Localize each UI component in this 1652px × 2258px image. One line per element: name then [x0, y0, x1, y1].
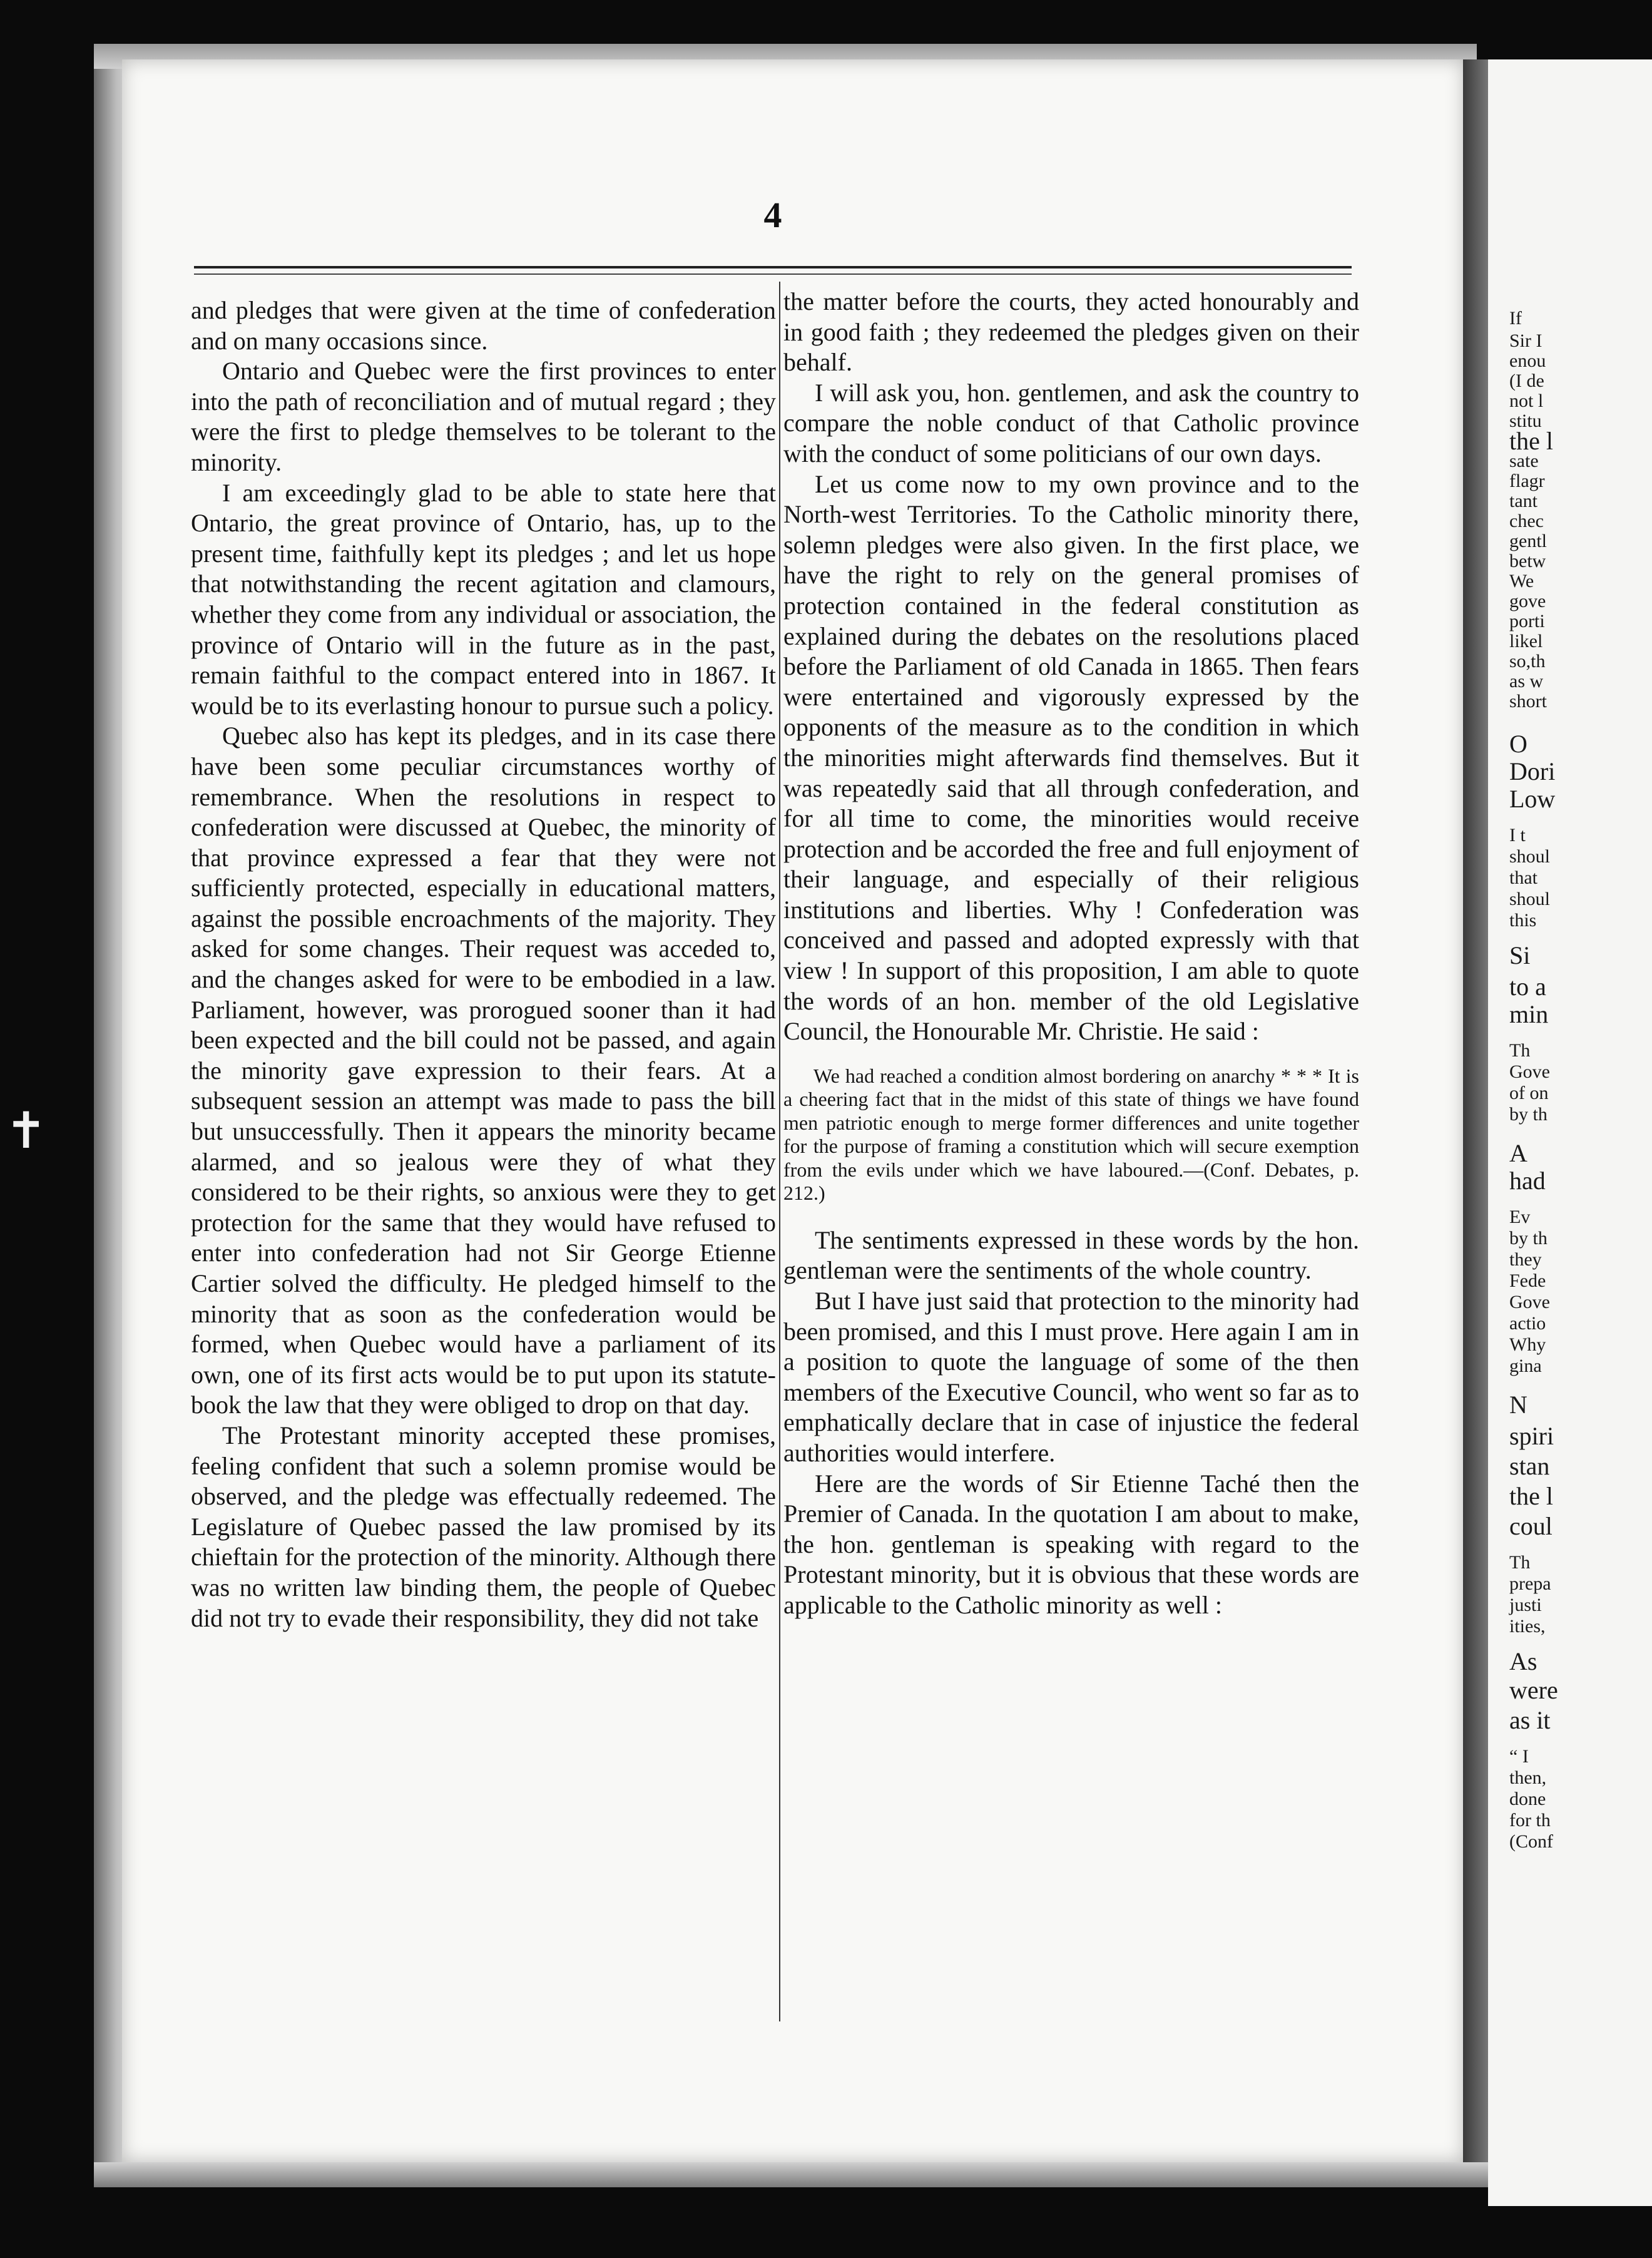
paragraph: I am exceedingly glad to be able to state here that Ontario, the great province of Ontario, has, up to the present time, faithfully kept its pledges ; and let us hope that notwithstanding the recent agitation and clamours, whether they come from any individual or association, the province of Ontario will in the future as in the past, remain faithful to the compact entered into in 1867. It would be to its everlasting honour to pursue such a policy. [191, 478, 776, 720]
adjacent-page-fragment: then, [1509, 1767, 1547, 1788]
paragraph: Here are the words of Sir Etienne Taché then the Premier of Canada. In the quotation I am about to make, the hon. gentleman is speaking with regard to the Protestant minority, but it is obvious that these words are applicable to the Catholic minority as well : [783, 1469, 1359, 1619]
paragraph: I will ask you, hon. gentlemen, and ask the country to compare the noble conduct of that Catholic province with the conduct of some politicians of our own days. [783, 378, 1359, 467]
adjacent-page-fragment: (Conf [1509, 1831, 1553, 1852]
adjacent-page-fragment: justi [1509, 1595, 1542, 1615]
adjacent-page-fragment: for th [1509, 1810, 1551, 1831]
header-rule [194, 266, 1352, 268]
adjacent-page-fragment: shoul [1509, 889, 1551, 909]
paragraph: Let us come now to my own province and to the North-west Territories. To the Catholic minority there, solemn pledges were also given. In the first place, we have the right to rely on the general promises of protection contained in the federal constitution as explained during the debates on the resolutions placed before the Parliament of old Canada in 1865. Then fears were entertained and vigorously expressed by the opponents of the measure as to the condition in which the minorities might afterwards find themselves. But it was repeatedly said that all through confederation, and for all time to come, the minorities would receive protection and be accorded the free and full enjoyment of their language, and especially of their religious institutions and liberties. Why ! Confederation was conceived and passed and adopted expressly with that view ! In support of this proposition, I am able to quote the words of an hon. member of the old Legislative Council, the Honourable Mr. Christie. He said : [783, 469, 1359, 1046]
adjacent-page-fragment: O [1509, 730, 1527, 758]
adjacent-page-fragment: the l [1509, 427, 1553, 455]
adjacent-page-fragment: to a [1509, 973, 1546, 1001]
adjacent-page-fragment: Si [1509, 941, 1531, 969]
adjacent-page-fragment: betw [1509, 551, 1546, 571]
paragraph: But I have just said that protection to the minority had been promised, and this I must prove. Here again I am in a position to quote the language of some of the then members of the Executive Council, who went so far as to emphatically declare that in case of injustice the federal authorities would interfere. [783, 1287, 1359, 1467]
adjacent-page-fragment: ities, [1509, 1616, 1546, 1637]
adjacent-page-fragment: sate [1509, 451, 1539, 471]
page-number: 4 [763, 195, 782, 235]
adjacent-page-fragment: Gove [1509, 1292, 1550, 1312]
right-column [783, 287, 1359, 1621]
page-gutter [1463, 59, 1488, 2162]
adjacent-page-fragment: gove [1509, 591, 1546, 611]
adjacent-page-fragment: (I de [1509, 370, 1544, 391]
adjacent-page-fragment: chec [1509, 511, 1544, 531]
adjacent-page-fragment: of on [1509, 1083, 1549, 1103]
adjacent-page-fragment: gina [1509, 1356, 1542, 1376]
block-quote [783, 1065, 1359, 1205]
margin-mark-icon: ✝ [5, 1101, 48, 1160]
adjacent-page-fragment: Why [1509, 1334, 1546, 1355]
adjacent-page-fragment: Th [1509, 1552, 1531, 1573]
adjacent-page-fragment: stan [1509, 1452, 1550, 1480]
paragraph: The Protestant minority accepted these promises, feeling confident that such a solemn promise would be observed, and the pledge was effectually redeemed. The Legislature of Quebec passed the law promised by its chieftain for the protection of the minority. Although there was no written law binding them, the people of Quebec did not try to evade their responsibility, they did not take [191, 1421, 776, 1632]
quote-text: We had reached a condition almost bordering on anarchy * * * It is a cheering fact that in the midst of this state of things we have found men patriotic enough to merge former differences and unite together for the purpose of framing a constitution which will secure exemption from the evils under which we have laboured.—(Conf. Debates, p. 212.) [783, 1064, 1359, 1205]
adjacent-page-fragment: shoul [1509, 846, 1551, 867]
adjacent-page-fragment: Sir I [1509, 330, 1542, 351]
paragraph: Quebec also has kept its pledges, and in its case there have been some peculiar circumstances worthy of remembrance. When the resolutions in respect to confederation were discussed at Quebec, the minority of that province expressed a fear that they were not sufficiently protected, especially in educational matters, against the possible encroachments of the majority. They asked for some changes. Their request was acceded to, and the changes asked for were to be embodied in a law. Parliament, however, was prorogued sooner than it had been expected and the bill could not be passed, and again the minority gave expression to their fears. At a subsequent session an attempt was made to pass the bill but unsuccessfully. Then it appears the minority became alarmed, and so jealous were they of what they considered to be their rights, so anxious were they to get protection for the same that they would have refused to enter into confederation had not Sir George Etienne Cartier solved the difficulty. He pledged himself to the minority that as soon as the confederation would be formed, when Quebec would have a parliament of its own, one of its first acts would be to put upon its statute-book the law that they were obliged to drop on that day. [191, 722, 776, 1419]
adjacent-page-fragment: the l [1509, 1482, 1553, 1510]
adjacent-page-fragment: Th [1509, 1040, 1531, 1061]
adjacent-page-fragment: had [1509, 1167, 1546, 1195]
adjacent-page-fragment: as w [1509, 671, 1544, 692]
scanner-bottom-edge [94, 2162, 1488, 2187]
adjacent-page-fragment: by th [1509, 1104, 1547, 1125]
adjacent-page-fragment: As [1509, 1647, 1537, 1675]
paragraph: The sentiments expressed in these words by the hon. gentleman were the sentiments of the whole country. [783, 1225, 1359, 1285]
adjacent-page-fragment: short [1509, 691, 1547, 712]
adjacent-page-fragment: Low [1509, 785, 1556, 813]
column-divider [779, 282, 780, 2021]
adjacent-page-fragment: Fede [1509, 1270, 1546, 1291]
adjacent-page-fragment: If [1509, 308, 1522, 329]
adjacent-page-fragment: Ev [1509, 1207, 1531, 1227]
adjacent-page-fragment: flagr [1509, 471, 1545, 491]
adjacent-page-fragment: Dori [1509, 757, 1556, 785]
adjacent-page-fragment: so,th [1509, 651, 1546, 672]
adjacent-page-fragment: porti [1509, 611, 1545, 631]
adjacent-page-fragment: likel [1509, 631, 1543, 651]
adjacent-page-fragment: that [1509, 867, 1537, 888]
adjacent-page-fragment: as it [1509, 1706, 1551, 1734]
left-column [191, 295, 776, 1633]
adjacent-page-fragment: gentl [1509, 531, 1547, 551]
adjacent-page-fragment: not l [1509, 391, 1544, 411]
adjacent-page-fragment: prepa [1509, 1573, 1551, 1594]
adjacent-page-fragment: enou [1509, 350, 1546, 371]
adjacent-page-fragment: by th [1509, 1228, 1547, 1249]
adjacent-page-fragment: coul [1509, 1512, 1553, 1540]
adjacent-page-fragment: N [1509, 1391, 1527, 1419]
paragraph: the matter before the courts, they acted honourably and in good faith ; they redeemed the pledges given on their behalf. [783, 287, 1359, 377]
adjacent-page-fragment: Gove [1509, 1061, 1550, 1082]
adjacent-page-fragment: We [1509, 571, 1534, 591]
adjacent-page-fragment: actio [1509, 1313, 1546, 1334]
adjacent-page-fragment: min [1509, 1000, 1549, 1028]
adjacent-page-fragment: spiri [1509, 1422, 1554, 1450]
adjacent-page-fragment: this [1509, 910, 1537, 931]
adjacent-page-fragment: were [1509, 1676, 1558, 1704]
paragraph: Ontario and Quebec were the first provinces to enter into the path of reconciliation and of mutual regard ; they were the first to pledge themselves to be tolerant to the minority. [191, 357, 776, 476]
adjacent-page-fragment: I t [1509, 825, 1526, 845]
adjacent-page-fragment: stitu [1509, 411, 1542, 431]
adjacent-page-fragment: they [1509, 1249, 1542, 1270]
header-rule-secondary [194, 273, 1352, 275]
paragraph: and pledges that were given at the time of confederation and on many occasions since. [191, 296, 776, 355]
adjacent-page-fragment: A [1509, 1139, 1527, 1167]
adjacent-page [1488, 59, 1652, 2206]
adjacent-page-fragment: “ I [1509, 1746, 1529, 1767]
adjacent-page-fragment: tant [1509, 491, 1537, 511]
adjacent-page-fragment: done [1509, 1789, 1546, 1809]
